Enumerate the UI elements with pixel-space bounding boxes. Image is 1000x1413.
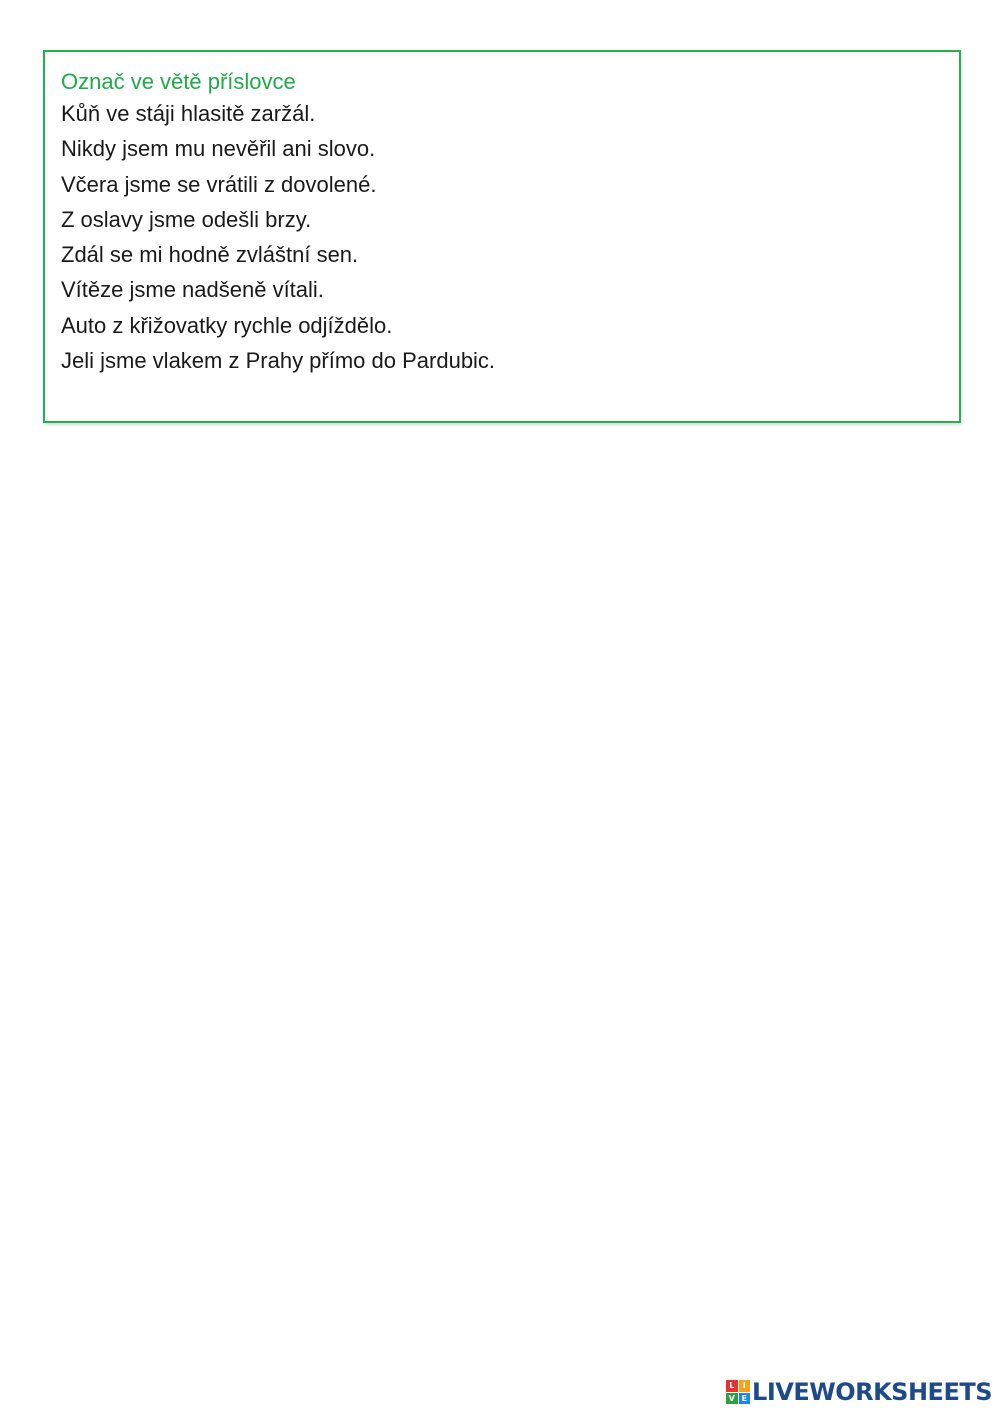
logo-letter-i: I xyxy=(739,1380,751,1392)
sentence-6: Vítěze jsme nadšeně vítali. xyxy=(61,277,324,303)
liveworksheets-brand[interactable] xyxy=(726,1377,992,1407)
sentence-8: Jeli jsme vlakem z Prahy přímo do Pardubic. xyxy=(61,348,496,374)
sentence-7: Auto z křižovatky rychle odjíždělo. xyxy=(61,312,393,338)
logo-letter-l: L xyxy=(726,1380,738,1392)
sentence-3: Včera jsme se vrátili z dovolené. xyxy=(61,171,377,197)
logo-letter-v: V xyxy=(726,1393,738,1405)
exercise-title: Označ ve větě příslovce xyxy=(61,69,296,94)
sentence-5: Zdál se mi hodně zvláštní sen. xyxy=(61,242,359,268)
brand-name: LIVEWORKSHEETS xyxy=(752,1378,992,1406)
liveworksheets-logo-icon xyxy=(726,1380,750,1404)
sentence-2: Nikdy jsem mu nevěřil ani slovo. xyxy=(61,136,376,162)
exercise-box xyxy=(43,50,961,423)
logo-letter-e: E xyxy=(739,1393,751,1405)
sentence-1: Kůň ve stáji hlasitě zaržál. xyxy=(61,101,316,126)
sentence-4: Z oslavy jsme odešli brzy. xyxy=(61,206,312,232)
